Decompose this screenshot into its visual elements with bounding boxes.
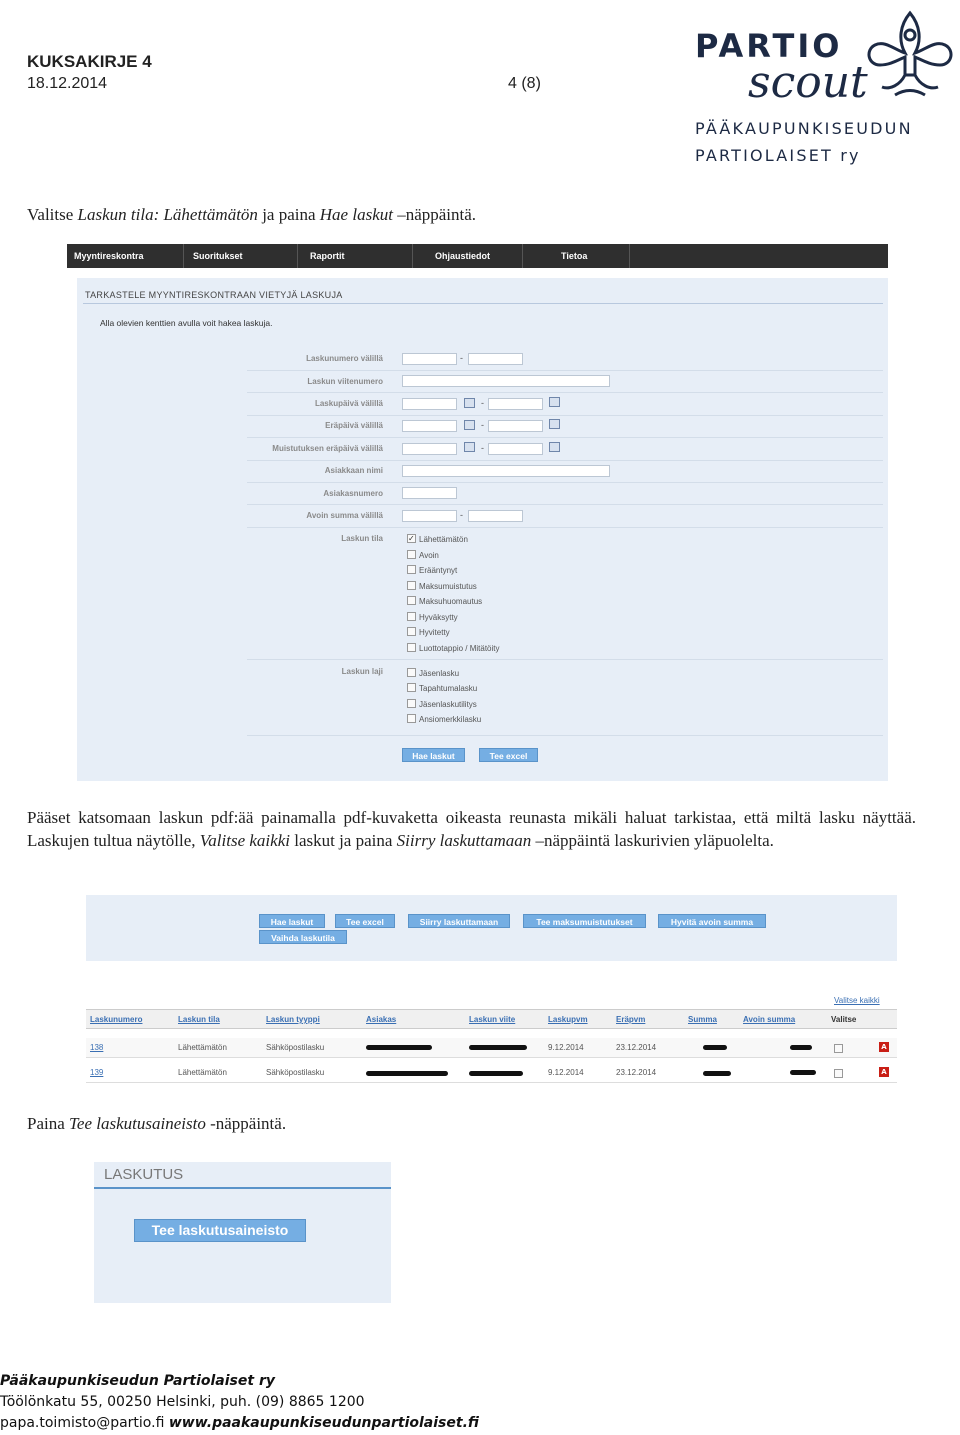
calendar-icon[interactable]: [549, 442, 560, 452]
reference-number-input[interactable]: [402, 375, 610, 387]
type-checkbox-tapahtumalasku[interactable]: [407, 683, 416, 692]
excel-button[interactable]: Tee excel: [335, 914, 395, 928]
status-checkbox-luottotappio[interactable]: [407, 643, 416, 652]
label-invoice-status: Laskun tila: [341, 534, 383, 543]
billing-title: LASKUTUS: [104, 1166, 184, 1183]
nav-item-raportit[interactable]: Raportit: [298, 244, 413, 268]
status-checkbox-hyvitetty[interactable]: [407, 627, 416, 636]
status-option-label: Maksuhuomautus: [419, 597, 483, 606]
status-checkbox-lahettamaton[interactable]: ✓: [408, 534, 415, 543]
range-dash: -: [481, 443, 484, 453]
instruction-paragraph-2: [27, 806, 916, 852]
column-header[interactable]: Avoin summa: [743, 1015, 796, 1024]
divider: [247, 415, 883, 416]
range-dash: -: [481, 420, 484, 430]
reminder-date-to-input[interactable]: [488, 443, 543, 455]
customer-number-input[interactable]: [402, 487, 457, 499]
invoice-actions-bar: [86, 895, 897, 961]
status-option-label: Avoin: [419, 551, 439, 560]
type-checkbox-ansiomerkkilasku[interactable]: [407, 714, 416, 723]
pdf-icon[interactable]: A: [879, 1067, 889, 1077]
document-date: 18.12.2014: [27, 75, 108, 92]
status-checkbox-hyvaksytty[interactable]: [407, 612, 416, 621]
invoice-status: Lähettämätön: [178, 1068, 227, 1077]
divider: [247, 392, 883, 393]
document-title: KUKSAKIRJE 4: [27, 52, 152, 71]
credit-open-amount-button[interactable]: Hyvitä avoin summa: [658, 914, 766, 928]
label-customer-name: Asiakkaan nimi: [324, 466, 383, 475]
text: Valitse: [27, 205, 78, 224]
divider: [247, 482, 883, 483]
footer-address: Töölönkatu 55, 00250 Helsinki, puh. (09) 8865 1200: [0, 1394, 365, 1410]
invoice-number-link[interactable]: 138: [90, 1043, 104, 1052]
row-select-checkbox[interactable]: [834, 1069, 843, 1078]
calendar-icon[interactable]: [464, 420, 475, 430]
create-billing-data-button[interactable]: Tee laskutusaineisto: [134, 1219, 306, 1242]
scout-lily-emblem-icon: [860, 5, 960, 105]
text-italic: Siirry laskuttamaan: [396, 831, 532, 850]
column-header[interactable]: Laskun tila: [178, 1015, 220, 1024]
divider: [247, 460, 883, 461]
status-option-label: Lähettämätön: [419, 535, 468, 544]
text: –näppäintä laskurivien yläpuolelta.: [531, 831, 774, 850]
redacted-customer: [366, 1071, 448, 1076]
text: Paina: [27, 1114, 70, 1133]
open-amount-to-input[interactable]: [468, 510, 523, 522]
redacted-amount: [703, 1045, 727, 1050]
pdf-icon[interactable]: A: [879, 1042, 889, 1052]
open-amount-from-input[interactable]: [402, 510, 457, 522]
label-reminder-due-date-range: Muistutuksen eräpäivä välillä: [272, 444, 383, 453]
calendar-icon[interactable]: [549, 397, 560, 407]
divider: [83, 303, 883, 304]
divider: [247, 527, 883, 528]
type-option-label: Jäsenlasku: [419, 669, 460, 678]
calendar-icon[interactable]: [464, 442, 475, 452]
status-option-label: Hyvitetty: [419, 628, 450, 637]
status-option-label: Maksumuistutus: [419, 582, 477, 591]
type-option-label: Jäsenlaskutilitys: [419, 700, 477, 709]
invoice-results-table: [86, 990, 897, 1085]
reminder-date-from-input[interactable]: [402, 443, 457, 455]
invoice-status: Lähettämätön: [178, 1043, 227, 1052]
label-invoice-number-range: Laskunumero välillä: [306, 354, 383, 363]
redacted-customer: [366, 1045, 432, 1050]
invoice-date-from-input[interactable]: [402, 398, 457, 410]
label-invoice-type: Laskun laji: [341, 667, 383, 676]
text: ja paina: [257, 205, 320, 224]
redacted-amount: [703, 1071, 731, 1076]
text: Pääset katsomaan laskun pdf:ää painamalla pdf-kuvaketta oikeasta reunasta mikäli haluat tarkistaa, että miltä lasku näyttää. Laskujen tultua näytölle,: [27, 808, 916, 850]
invoice-date: 9.12.2014: [548, 1068, 584, 1077]
nav-item-ohjaustiedot[interactable]: Ohjaustiedot: [413, 244, 523, 268]
label-reference-number: Laskun viitenumero: [307, 377, 383, 386]
due-date-to-input[interactable]: [488, 420, 543, 432]
status-checkbox-eraantynyt[interactable]: [407, 565, 416, 574]
text: –näppäintä.: [392, 205, 477, 224]
logo-org-line2: PARTIOLAISET ry: [695, 146, 861, 165]
text-italic: Laskun tila: Lähettämätön: [77, 205, 258, 224]
invoice-search-panel: [77, 278, 888, 781]
instruction-paragraph-1: [27, 203, 476, 226]
text: -näppäintä.: [205, 1114, 287, 1133]
redacted-open-amount: [790, 1045, 812, 1050]
billing-panel: [94, 1162, 391, 1303]
partio-scout-logo: [690, 5, 960, 170]
calendar-icon[interactable]: [464, 398, 475, 408]
status-option-label: Erääntynyt: [419, 566, 458, 575]
label-customer-number: Asiakasnumero: [323, 489, 383, 498]
divider: [247, 735, 883, 736]
search-invoices-button[interactable]: Hae laskut: [402, 748, 465, 762]
redacted-open-amount: [790, 1070, 816, 1075]
status-option-label: Hyväksytty: [419, 613, 458, 622]
due-date: 23.12.2014: [616, 1043, 657, 1052]
create-reminders-button[interactable]: Tee maksumuistutukset: [523, 914, 646, 928]
excel-button[interactable]: Tee excel: [479, 748, 538, 762]
range-dash: -: [460, 510, 463, 520]
divider: [247, 659, 883, 660]
divider: [247, 504, 883, 505]
due-date: 23.12.2014: [616, 1068, 657, 1077]
divider: [247, 437, 883, 438]
footer-contact: [0, 1415, 479, 1431]
text-italic: Tee laskutusaineisto: [69, 1114, 206, 1133]
invoice-date: 9.12.2014: [548, 1043, 584, 1052]
type-checkbox-jasenlaskutilitys[interactable]: [407, 699, 416, 708]
logo-org-line1: PÄÄKAUPUNKISEUDUN: [695, 119, 913, 138]
go-to-billing-button[interactable]: Siirry laskuttamaan: [408, 914, 510, 928]
redacted-reference: [469, 1071, 523, 1076]
calendar-icon[interactable]: [549, 419, 560, 429]
change-status-button[interactable]: Vaihda laskutila: [259, 930, 347, 944]
column-header[interactable]: Laskun viite: [469, 1015, 516, 1024]
text: laskut ja paina: [289, 831, 397, 850]
divider: [247, 370, 883, 371]
status-checkbox-maksuhuomautus[interactable]: [407, 596, 416, 605]
customer-name-input[interactable]: [402, 465, 610, 477]
nav-item-myyntireskontra[interactable]: Myyntireskontra: [67, 244, 184, 268]
nav-item-tietoa[interactable]: Tietoa: [523, 244, 630, 268]
main-nav-bar: [67, 244, 888, 268]
label-invoice-date-range: Laskupäivä välillä: [314, 399, 383, 408]
search-invoices-button[interactable]: Hae laskut: [259, 914, 325, 928]
range-dash: -: [460, 353, 463, 363]
type-option-label: Tapahtumalasku: [419, 684, 478, 693]
column-header[interactable]: Eräpvm: [616, 1015, 646, 1024]
redacted-reference: [469, 1045, 527, 1050]
range-dash: -: [481, 398, 484, 408]
invoice-type: Sähköpostilasku: [266, 1043, 325, 1052]
text-italic: Valitse kaikki: [199, 831, 290, 850]
row-select-checkbox[interactable]: [834, 1044, 843, 1053]
text-italic: Hae laskut: [319, 205, 393, 224]
footer-email[interactable]: papa.toimisto@partio.fi: [0, 1415, 165, 1431]
status-checkbox-maksumuistutus[interactable]: [407, 581, 416, 590]
column-header[interactable]: Laskun tyyppi: [266, 1015, 320, 1024]
invoice-date-to-input[interactable]: [488, 398, 543, 410]
footer-org: Pääkaupunkiseudun Partiolaiset ry: [0, 1373, 275, 1389]
page-number: 4 (8): [508, 75, 541, 92]
status-checkbox-avoin[interactable]: [407, 550, 416, 559]
footer-web[interactable]: www.paakaupunkiseudunpartiolaiset.fi: [168, 1415, 479, 1431]
divider: [94, 1187, 391, 1189]
due-date-from-input[interactable]: [402, 420, 457, 432]
column-header[interactable]: Summa: [688, 1015, 717, 1024]
invoice-number-from-input[interactable]: [402, 353, 457, 365]
invoice-number-to-input[interactable]: [468, 353, 523, 365]
panel-intro: Alla olevien kenttien avulla voit hakea laskuja.: [100, 318, 273, 328]
select-all-link[interactable]: Valitse kaikki: [834, 996, 880, 1005]
label-open-amount-range: Avoin summa välillä: [306, 511, 383, 520]
column-header[interactable]: Laskunumero: [90, 1015, 143, 1024]
panel-title: TARKASTELE MYYNTIRESKONTRAAN VIETYJÄ LASKUJA: [85, 290, 343, 300]
invoice-type: Sähköpostilasku: [266, 1068, 325, 1077]
type-option-label: Ansiomerkkilasku: [419, 715, 482, 724]
nav-item-suoritukset[interactable]: Suoritukset: [184, 244, 298, 268]
logo-word-partio: PARTIO: [695, 27, 843, 65]
column-header[interactable]: Asiakas: [366, 1015, 397, 1024]
label-due-date-range: Eräpäivä välillä: [325, 421, 383, 430]
column-header[interactable]: Laskupvm: [548, 1015, 588, 1024]
type-checkbox-jasenlasku[interactable]: [407, 668, 416, 677]
instruction-paragraph-3: [27, 1112, 286, 1135]
invoice-number-link[interactable]: 139: [90, 1068, 104, 1077]
status-option-label: Luottotappio / Mitätöity: [419, 644, 500, 653]
logo-word-scout: scout: [748, 57, 868, 108]
column-header: Valitse: [831, 1015, 857, 1024]
